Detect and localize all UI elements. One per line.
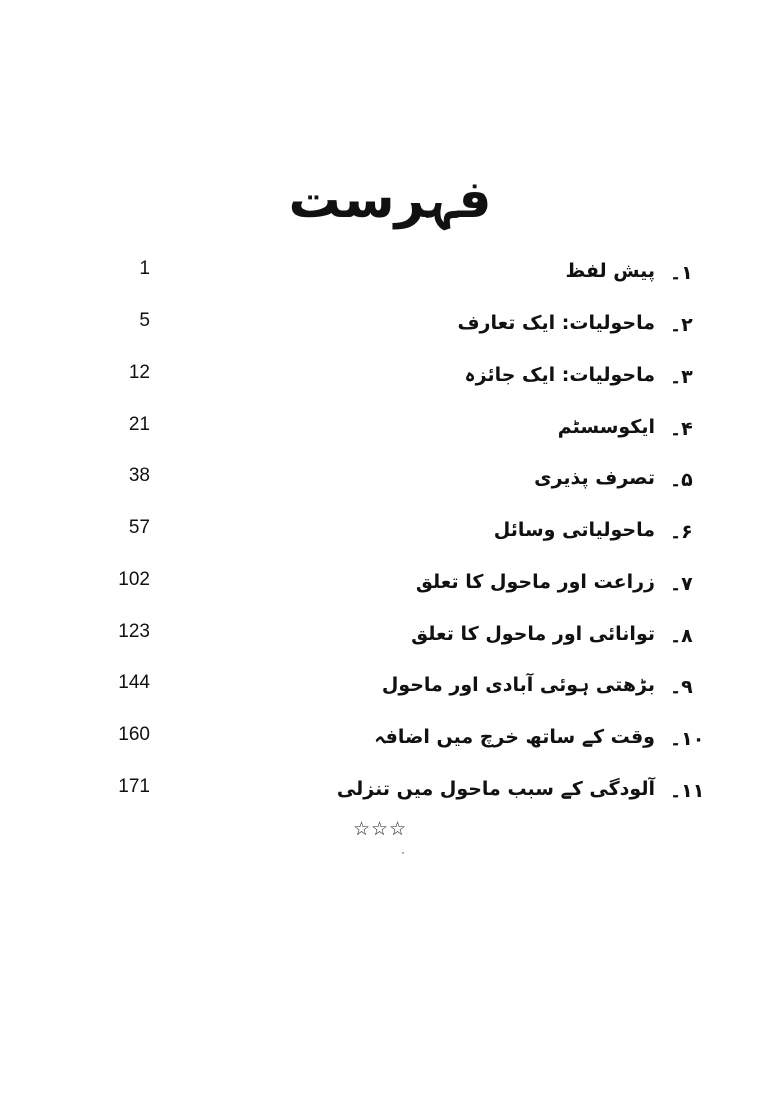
toc-row	[0, 358, 780, 398]
page-title: فہرست	[288, 170, 492, 230]
toc-list	[0, 254, 780, 814]
entry-title: زراعت اور ماحول کا تعلق	[415, 571, 655, 593]
entry-number: ۹۔	[670, 676, 693, 698]
entry-title: ماحولیات: ایک تعارف	[457, 312, 655, 334]
entry-number: ۲۔	[670, 314, 693, 336]
entry-number: ۱۰۔	[670, 728, 705, 750]
entry-page-number: 57	[128, 517, 150, 538]
entry-number: ۳۔	[670, 366, 693, 388]
end-stars-ornament: ☆☆☆	[352, 818, 408, 840]
entry-title: بڑھتی ہوئی آبادی اور ماحول	[381, 674, 655, 696]
entry-page-number: 12	[128, 362, 150, 383]
entry-title: ایکوسسٹم	[557, 416, 655, 438]
entry-title: ماحولیات: ایک جائزہ	[464, 364, 655, 386]
entry-page-number: 21	[128, 414, 150, 435]
toc-row	[0, 668, 780, 708]
entry-title: توانائی اور ماحول کا تعلق	[411, 623, 655, 645]
entry-page-number: 144	[118, 672, 150, 693]
entry-title: وقت کے ساتھ خرچ میں اضافہ	[374, 726, 655, 748]
entry-title: پیش لفظ	[565, 260, 655, 282]
entry-page-number: 171	[118, 776, 150, 797]
print-speck	[402, 852, 404, 854]
toc-row	[0, 617, 780, 657]
toc-row	[0, 306, 780, 346]
entry-page-number: 1	[139, 258, 150, 279]
toc-row	[0, 410, 780, 450]
toc-row	[0, 461, 780, 501]
entry-number: ۴۔	[670, 418, 693, 440]
entry-page-number: 38	[128, 465, 150, 486]
toc-row	[0, 565, 780, 605]
toc-row	[0, 772, 780, 812]
entry-number: ۶۔	[670, 521, 693, 543]
toc-row	[0, 513, 780, 553]
entry-number: ۸۔	[670, 625, 693, 647]
entry-number: ۱۔	[670, 262, 693, 284]
entry-page-number: 102	[118, 569, 150, 590]
entry-title: ماحولیاتی وسائل	[493, 519, 655, 541]
entry-number: ۵۔	[670, 469, 693, 491]
toc-row	[0, 254, 780, 294]
entry-page-number: 5	[139, 310, 150, 331]
entry-page-number: 160	[118, 724, 150, 745]
entry-number: ۱۱۔	[670, 780, 705, 802]
entry-number: ۷۔	[670, 573, 693, 595]
entry-page-number: 123	[118, 621, 150, 642]
entry-title: تصرف پذیری	[534, 467, 655, 489]
entry-title: آلودگی کے سبب ماحول میں تنزلی	[336, 778, 655, 800]
toc-row	[0, 720, 780, 760]
